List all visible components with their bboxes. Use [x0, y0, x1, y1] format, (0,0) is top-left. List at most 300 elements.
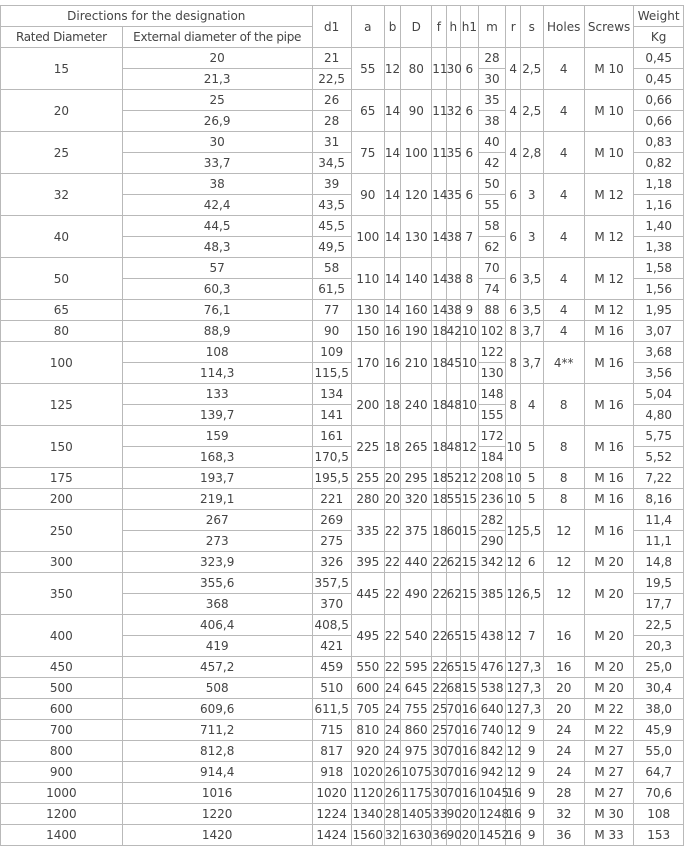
d1-cell: 1020 [312, 783, 351, 804]
d-cell: 1405 [401, 804, 432, 825]
screws-cell: M 12 [584, 174, 634, 216]
d1-cell: 61,5 [312, 279, 351, 300]
screws-cell: M 20 [584, 657, 634, 678]
rated-diameter-cell: 700 [1, 720, 123, 741]
h1-cell: 6 [461, 90, 479, 132]
d-cell: 100 [401, 132, 432, 174]
h1-cell: 16 [461, 783, 479, 804]
rated-diameter-cell: 20 [1, 90, 123, 132]
weight-cell: 0,45 [634, 48, 684, 69]
rated-diameter-cell: 1200 [1, 804, 123, 825]
d1-cell: 45,5 [312, 216, 351, 237]
d1-cell: 115,5 [312, 363, 351, 384]
holes-cell: 4** [543, 342, 584, 384]
d1-cell: 49,5 [312, 237, 351, 258]
rated-diameter-cell: 150 [1, 426, 123, 468]
h-cell: 38 [446, 300, 460, 321]
table-row [1, 510, 684, 531]
external-diameter-cell: 168,3 [122, 447, 312, 468]
h1-cell: 15 [461, 489, 479, 510]
rated-diameter-cell: 200 [1, 489, 123, 510]
f-cell: 18 [432, 321, 446, 342]
table-row [1, 552, 684, 573]
r-cell: 4 [506, 48, 520, 90]
rated-diameter-cell: 450 [1, 657, 123, 678]
f-cell: 30 [432, 741, 446, 762]
d-cell: 490 [401, 573, 432, 615]
h-cell: 60 [446, 510, 460, 552]
r-cell: 12 [506, 552, 520, 573]
holes-cell: 12 [543, 510, 584, 552]
h-cell: 70 [446, 720, 460, 741]
a-cell: 495 [351, 615, 384, 657]
rated-diameter-cell: 400 [1, 615, 123, 657]
m-cell: 42 [478, 153, 506, 174]
weight-cell: 3,07 [634, 321, 684, 342]
weight-cell: 0,83 [634, 132, 684, 153]
b-header: b [384, 6, 401, 48]
a-cell: 600 [351, 678, 384, 699]
b-cell: 18 [384, 426, 401, 468]
holes-cell: 4 [543, 48, 584, 90]
s-cell: 3,7 [520, 342, 543, 384]
d-cell: 80 [401, 48, 432, 90]
d1-cell: 269 [312, 510, 351, 531]
external-diameter-cell: 60,3 [122, 279, 312, 300]
holes-cell: 8 [543, 384, 584, 426]
table-row [1, 699, 684, 720]
holes-cell: 20 [543, 699, 584, 720]
d1-cell: 326 [312, 552, 351, 573]
holes-cell: 4 [543, 300, 584, 321]
m-cell: 30 [478, 69, 506, 90]
weight-cell: 20,3 [634, 636, 684, 657]
d1-cell: 1424 [312, 825, 351, 846]
rated-diameter-cell: 600 [1, 699, 123, 720]
f-cell: 11 [432, 132, 446, 174]
rated-diameter-cell: 125 [1, 384, 123, 426]
m-cell: 74 [478, 279, 506, 300]
weight-cell: 5,52 [634, 447, 684, 468]
d1-cell: 109 [312, 342, 351, 363]
screws-cell: M 20 [584, 678, 634, 699]
weight-cell: 45,9 [634, 720, 684, 741]
m-cell: 290 [478, 531, 506, 552]
d-cell: 1075 [401, 762, 432, 783]
s-cell: 2,5 [520, 90, 543, 132]
holes-cell: 28 [543, 783, 584, 804]
b-cell: 14 [384, 300, 401, 321]
table-row [1, 783, 684, 804]
h-cell: 70 [446, 783, 460, 804]
weight-cell: 4,80 [634, 405, 684, 426]
a-cell: 280 [351, 489, 384, 510]
screws-cell: M 16 [584, 321, 634, 342]
screws-cell: M 27 [584, 783, 634, 804]
r-cell: 12 [506, 762, 520, 783]
m-cell: 40 [478, 132, 506, 153]
d1-cell: 221 [312, 489, 351, 510]
d-cell: 120 [401, 174, 432, 216]
external-diameter-cell: 419 [122, 636, 312, 657]
s-cell: 5,5 [520, 510, 543, 552]
m-cell: 130 [478, 363, 506, 384]
external-diameter-cell: 21,3 [122, 69, 312, 90]
screws-cell: M 20 [584, 573, 634, 615]
table-body [1, 48, 684, 846]
weight-cell: 8,16 [634, 489, 684, 510]
external-diameter-cell: 508 [122, 678, 312, 699]
d-cell: 320 [401, 489, 432, 510]
rated-diameter-cell: 15 [1, 48, 123, 90]
external-diameter-cell: 406,4 [122, 615, 312, 636]
b-cell: 16 [384, 321, 401, 342]
d-cell: 860 [401, 720, 432, 741]
m-cell: 70 [478, 258, 506, 279]
h1-cell: 15 [461, 678, 479, 699]
h1-cell: 15 [461, 615, 479, 657]
r-cell: 16 [506, 825, 520, 846]
table-row [1, 90, 684, 111]
b-cell: 24 [384, 720, 401, 741]
r-cell: 12 [506, 741, 520, 762]
h1-cell: 16 [461, 741, 479, 762]
d-cell: 295 [401, 468, 432, 489]
s-cell: 2,8 [520, 132, 543, 174]
r-cell: 6 [506, 216, 520, 258]
m-cell: 38 [478, 111, 506, 132]
external-diameter-cell: 711,2 [122, 720, 312, 741]
s-cell: 9 [520, 741, 543, 762]
m-cell: 28 [478, 48, 506, 69]
external-diameter-cell: 355,6 [122, 573, 312, 594]
d1-cell: 715 [312, 720, 351, 741]
holes-cell: 8 [543, 489, 584, 510]
table-row [1, 258, 684, 279]
h1-cell: 16 [461, 720, 479, 741]
external-diameter-cell: 1220 [122, 804, 312, 825]
b-cell: 22 [384, 510, 401, 552]
holes-cell: 16 [543, 615, 584, 657]
r-cell: 10 [506, 489, 520, 510]
h1-cell: 16 [461, 699, 479, 720]
s-cell: 5 [520, 468, 543, 489]
a-cell: 200 [351, 384, 384, 426]
screws-cell: M 33 [584, 825, 634, 846]
h1-cell: 9 [461, 300, 479, 321]
holes-cell: 4 [543, 132, 584, 174]
rated-diameter-header: Rated Diameter [1, 27, 123, 48]
b-cell: 26 [384, 762, 401, 783]
h-cell: 35 [446, 174, 460, 216]
d1-cell: 421 [312, 636, 351, 657]
weight-cell: 38,0 [634, 699, 684, 720]
weight-cell: 1,38 [634, 237, 684, 258]
m-cell: 35 [478, 90, 506, 111]
r-cell: 16 [506, 804, 520, 825]
m-cell: 538 [478, 678, 506, 699]
b-cell: 22 [384, 615, 401, 657]
weight-cell: 1,16 [634, 195, 684, 216]
weight-cell: 19,5 [634, 573, 684, 594]
r-cell: 10 [506, 468, 520, 489]
m-cell: 385 [478, 573, 506, 615]
d-cell: 595 [401, 657, 432, 678]
m-cell: 236 [478, 489, 506, 510]
external-diameter-cell: 323,9 [122, 552, 312, 573]
table-row [1, 426, 684, 447]
holes-cell: 32 [543, 804, 584, 825]
r-cell: 12 [506, 720, 520, 741]
b-cell: 20 [384, 489, 401, 510]
s-cell: 7,3 [520, 699, 543, 720]
f-cell: 22 [432, 657, 446, 678]
d1-cell: 408,5 [312, 615, 351, 636]
b-cell: 12 [384, 48, 401, 90]
weight-cell: 3,68 [634, 342, 684, 363]
h1-cell: 20 [461, 825, 479, 846]
d1-cell: 43,5 [312, 195, 351, 216]
screws-cell: M 12 [584, 216, 634, 258]
d1-cell: 58 [312, 258, 351, 279]
f-cell: 22 [432, 678, 446, 699]
screws-header: Screws [584, 6, 634, 48]
b-cell: 20 [384, 468, 401, 489]
table-row [1, 825, 684, 846]
rated-diameter-cell: 350 [1, 573, 123, 615]
d-cell: 210 [401, 342, 432, 384]
external-diameter-cell: 368 [122, 594, 312, 615]
f-cell: 14 [432, 258, 446, 300]
h1-cell: 12 [461, 426, 479, 468]
h-cell: 45 [446, 342, 460, 384]
d1-cell: 34,5 [312, 153, 351, 174]
screws-cell: M 16 [584, 384, 634, 426]
holes-cell: 8 [543, 468, 584, 489]
h-cell: 68 [446, 678, 460, 699]
external-diameter-cell: 273 [122, 531, 312, 552]
h1-cell: 6 [461, 48, 479, 90]
external-diameter-cell: 88,9 [122, 321, 312, 342]
table-row [1, 762, 684, 783]
r-cell: 12 [506, 615, 520, 657]
external-diameter-cell: 26,9 [122, 111, 312, 132]
external-diameter-cell: 914,4 [122, 762, 312, 783]
weight-cell: 55,0 [634, 741, 684, 762]
holes-cell: 36 [543, 825, 584, 846]
h1-cell: 15 [461, 510, 479, 552]
b-cell: 14 [384, 174, 401, 216]
rated-diameter-cell: 100 [1, 342, 123, 384]
h1-cell: 10 [461, 321, 479, 342]
b-cell: 22 [384, 573, 401, 615]
f-cell: 30 [432, 783, 446, 804]
weight-cell: 17,7 [634, 594, 684, 615]
s-cell: 6 [520, 552, 543, 573]
screws-cell: M 22 [584, 720, 634, 741]
rated-diameter-cell: 1400 [1, 825, 123, 846]
r-cell: 6 [506, 300, 520, 321]
b-cell: 26 [384, 783, 401, 804]
external-diameter-cell: 812,8 [122, 741, 312, 762]
m-cell: 740 [478, 720, 506, 741]
external-diameter-cell: 108 [122, 342, 312, 363]
table-row [1, 48, 684, 69]
d-cell: 540 [401, 615, 432, 657]
weight-cell: 11,1 [634, 531, 684, 552]
d1-cell: 275 [312, 531, 351, 552]
weight-cell: 25,0 [634, 657, 684, 678]
f-cell: 18 [432, 384, 446, 426]
f-cell: 11 [432, 48, 446, 90]
holes-cell: 4 [543, 258, 584, 300]
a-cell: 150 [351, 321, 384, 342]
external-diameter-cell: 30 [122, 132, 312, 153]
screws-cell: M 10 [584, 48, 634, 90]
d-cell: 645 [401, 678, 432, 699]
s-cell: 3,5 [520, 300, 543, 321]
f-cell: 14 [432, 216, 446, 258]
s-cell: 7,3 [520, 657, 543, 678]
weight-cell: 1,95 [634, 300, 684, 321]
d1-cell: 22,5 [312, 69, 351, 90]
r-cell: 4 [506, 90, 520, 132]
m-cell: 942 [478, 762, 506, 783]
f-cell: 18 [432, 489, 446, 510]
h1-cell: 10 [461, 384, 479, 426]
weight-cell: 1,40 [634, 216, 684, 237]
s-cell: 3 [520, 216, 543, 258]
holes-cell: 12 [543, 573, 584, 615]
m-cell: 102 [478, 321, 506, 342]
table-row [1, 573, 684, 594]
m-cell: 58 [478, 216, 506, 237]
a-cell: 1020 [351, 762, 384, 783]
screws-cell: M 22 [584, 699, 634, 720]
holes-cell: 24 [543, 762, 584, 783]
h-header: h [446, 6, 460, 48]
s-cell: 9 [520, 762, 543, 783]
m-cell: 208 [478, 468, 506, 489]
r-cell: 12 [506, 657, 520, 678]
d-cell: 140 [401, 258, 432, 300]
m-cell: 55 [478, 195, 506, 216]
external-diameter-cell: 20 [122, 48, 312, 69]
r-cell: 6 [506, 174, 520, 216]
m-cell: 148 [478, 384, 506, 405]
external-diameter-cell: 457,2 [122, 657, 312, 678]
a-cell: 550 [351, 657, 384, 678]
d1-cell: 1224 [312, 804, 351, 825]
b-cell: 14 [384, 132, 401, 174]
s-cell: 3,5 [520, 258, 543, 300]
screws-cell: M 16 [584, 510, 634, 552]
external-diameter-cell: 25 [122, 90, 312, 111]
external-diameter-cell: 33,7 [122, 153, 312, 174]
table-row [1, 321, 684, 342]
holes-header: Holes [543, 6, 584, 48]
screws-cell: M 16 [584, 342, 634, 384]
a-cell: 810 [351, 720, 384, 741]
d1-cell: 28 [312, 111, 351, 132]
holes-cell: 4 [543, 174, 584, 216]
s-cell: 6,5 [520, 573, 543, 615]
weight-cell: 0,66 [634, 111, 684, 132]
b-cell: 24 [384, 678, 401, 699]
a-cell: 255 [351, 468, 384, 489]
a-cell: 445 [351, 573, 384, 615]
m-cell: 476 [478, 657, 506, 678]
external-diameter-cell: 193,7 [122, 468, 312, 489]
h1-cell: 10 [461, 342, 479, 384]
rated-diameter-cell: 65 [1, 300, 123, 321]
a-cell: 100 [351, 216, 384, 258]
h-cell: 38 [446, 216, 460, 258]
weight-cell: 1,56 [634, 279, 684, 300]
weight-cell: 1,18 [634, 174, 684, 195]
r-header: r [506, 6, 520, 48]
external-diameter-cell: 76,1 [122, 300, 312, 321]
screws-cell: M 10 [584, 90, 634, 132]
weight-cell: 0,45 [634, 69, 684, 90]
b-cell: 14 [384, 258, 401, 300]
d1-cell: 195,5 [312, 468, 351, 489]
m-cell: 1248 [478, 804, 506, 825]
r-cell: 12 [506, 699, 520, 720]
s-cell: 4 [520, 384, 543, 426]
s-cell: 9 [520, 825, 543, 846]
h-cell: 32 [446, 90, 460, 132]
h-cell: 52 [446, 468, 460, 489]
m-cell: 62 [478, 237, 506, 258]
weight-cell: 22,5 [634, 615, 684, 636]
m-cell: 50 [478, 174, 506, 195]
f-cell: 33 [432, 804, 446, 825]
table-row [1, 300, 684, 321]
d1-cell: 21 [312, 48, 351, 69]
h1-cell: 6 [461, 132, 479, 174]
d-cell: 975 [401, 741, 432, 762]
s-cell: 9 [520, 783, 543, 804]
a-header: a [351, 6, 384, 48]
d1-cell: 161 [312, 426, 351, 447]
b-cell: 14 [384, 216, 401, 258]
f-cell: 18 [432, 510, 446, 552]
h-cell: 35 [446, 132, 460, 174]
h-cell: 38 [446, 258, 460, 300]
external-diameter-cell: 267 [122, 510, 312, 531]
holes-cell: 24 [543, 720, 584, 741]
m-cell: 438 [478, 615, 506, 657]
h-cell: 70 [446, 741, 460, 762]
weight-cell: 64,7 [634, 762, 684, 783]
screws-cell: M 20 [584, 615, 634, 657]
rated-diameter-cell: 250 [1, 510, 123, 552]
holes-cell: 20 [543, 678, 584, 699]
weight-cell: 30,4 [634, 678, 684, 699]
h-cell: 48 [446, 384, 460, 426]
r-cell: 4 [506, 132, 520, 174]
h-cell: 62 [446, 552, 460, 573]
m-cell: 282 [478, 510, 506, 531]
holes-cell: 8 [543, 426, 584, 468]
rated-diameter-cell: 80 [1, 321, 123, 342]
a-cell: 130 [351, 300, 384, 321]
weight-cell: 14,8 [634, 552, 684, 573]
s-cell: 9 [520, 720, 543, 741]
f-cell: 14 [432, 174, 446, 216]
f-cell: 22 [432, 615, 446, 657]
